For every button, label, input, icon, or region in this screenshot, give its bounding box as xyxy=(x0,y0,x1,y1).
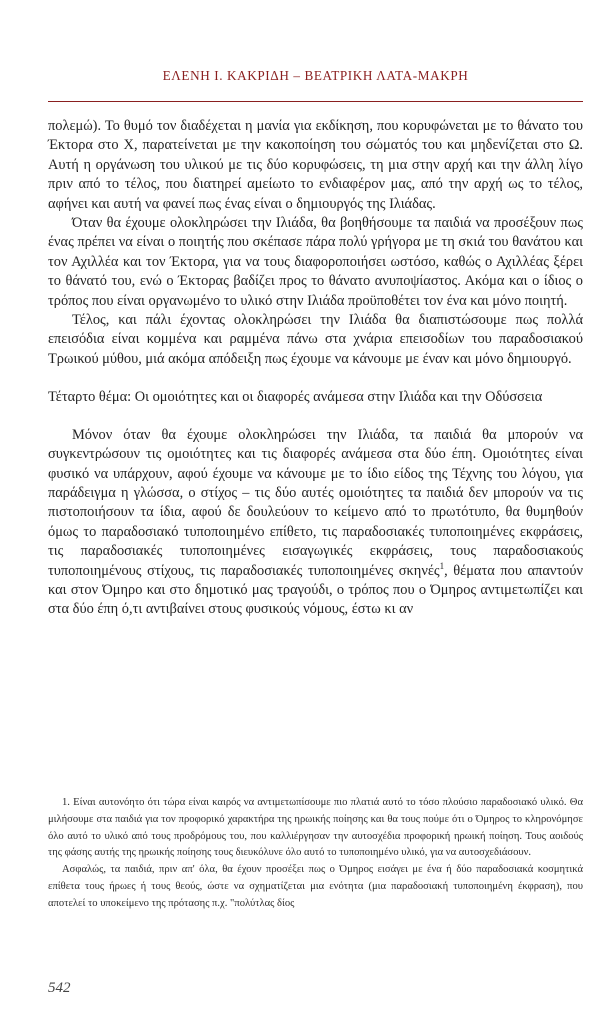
footnote: 1. Είναι αυτονόητο ότι τώρα είναι καιρός να αντιμετωπίσουμε πιο πλατιά αυτό το τόσο πλούσιο παραδοσιακό υλικό. Θα μιλήσουμε στα παιδιά για τον προφορικό χαρακτήρα της ηρωικής ποίησης και θα τους πούμε ότι ο Όμηρος το κληρονόμησε όλο αυτό το υλικό από τους προδρόμους του, που καλλιέργησαν την αυτοσχέδια προφορική ηρωική ποίηση. Τους αοιδούς της φάσης αυτής της ηρωικής ποίησης τους διευκόλυνε όλο αυτό το τυποποιημένο υλικό, για να αυτοσχεδιάσουν. xyxy=(48,797,583,859)
page-number: 542 xyxy=(48,980,71,996)
footnotes xyxy=(48,795,583,913)
paragraph: Όταν θα έχουμε ολοκληρώσει την Ιλιάδα, θα βοηθήσουμε τα παιδιά να προσέξουν πως ένας πρέπει να είναι ο ποιητής που σκέπασε πάρα πολύ γρήγορα με τη σκιά του θανάτου και τον Αχιλλέα και τον Έκτορα, για να τους διαφοροποιήσει ωστόσο, καθώς ο Αχιλλέας ξέρει το θάνατό του, ενώ ο Έκτορας βαδίζει προς το θάνατο ανυποψίαστος. Ακόμα και ο ίδιος ο τρόπος που είναι οργανωμένο το υλικό στην Ιλιάδα προϋποθέτει τον ένα και μόνο ποιητή. xyxy=(48,215,583,309)
section-heading: Τέταρτο θέμα: Οι ομοιότητες και οι διαφορές ανάμεσα στην Ιλιάδα και την Οδύσσεια xyxy=(48,389,543,406)
paragraph-text: Μόνον όταν θα έχουμε ολοκληρώσει την Ιλιάδα, τα παιδιά θα μπορούν να συγκεντρώσουν τις ομοιότητες και τις διαφορές ανάμεσα στα δύο έπη. Ομοιότητες είναι φυσικό να υπάρχουν, αφού έχουμε να κάνουμε με το ίδιο είδος της Τέχνης του λόγου, για παράδειγμα η γλώσσα, ο στίχος – τις δύο αυτές ομοιότητες τα παιδιά δεν μπορούν να τις πιστοποιήσουν τα ίδια, αφού δε δουλεύουν το κείμενο από το πρωτότυπο, θα θυμηθούν όμως το παραδοσιακό τυποποιημένο επίθετο, τις παραδοσιακές τυποποιημένες εκφράσεις, τις παραδοσιακές τυποποιημένες εισαγωγικές εκφράσεις, τους παραδοσιακούς τυποποιημένους στίχους, τις παραδοσιακές τυποποιημένες σκηνές xyxy=(48,426,583,579)
paragraph: Τέλος, και πάλι έχοντας ολοκληρώσει την Ιλιάδα θα διαπιστώσουμε πως πολλά επεισόδια είναι κομμένα και ραμμένα πάνω στα χνάρια επεισοδίων του παραδοσιακού Τρωικού μύθου, μιά ακόμα απόδειξη πως έχουμε να κάνουμε με έναν και μόνο δημιουργό. xyxy=(48,312,583,367)
paragraph: πολεμώ). Το θυμό τον διαδέχεται η μανία για εκδίκηση, που κορυφώνεται με το θάνατο του Έκτορα στο Χ, παρατείνεται με την κακοποίηση του σώματός του και μηδενίζεται στο Ω. Αυτή η οργάνωση του υλικού με τις δύο κορυφώσεις, τη μια στην αρχή και την άλλη λίγο πριν από το τέλος, που διατηρεί αμείωτο το ενδιαφέρον μας, από την αρχή ως το τέλος, αφήνει και αυτή να φανεί πως ένας είναι ο δημιουργός της Ιλιάδας. xyxy=(48,118,583,212)
paragraph xyxy=(48,426,583,620)
footnote: Ασφαλώς, τα παιδιά, πριν απ' όλα, θα έχουν προσέξει πως ο Όμηρος εισάγει με ένα ή δύο παραδοσιακά κοσμητικά επίθετα τους ήρωες ή τους θεούς, ώστε να σχηματίζεται μια ενότητα (μια παραδοσιακή τυποποιημένη έκφραση), που αποτελεί το υποκείμενο της πρότασης π.χ. "πολύτλας δίος xyxy=(48,864,583,909)
footnote-reference: 1 xyxy=(439,560,445,571)
paragraph-text: , θέματα που απαντούν και στον Όμηρο και στο δημοτικό μας τραγούδι, ο τρόπος που ο Όμηρος αντιμετωπίζει και στα δύο έπη ό,τι αντιβαίνει στους φυσικούς νόμους, έστω κι αν xyxy=(48,562,583,618)
header-rule xyxy=(48,101,583,102)
running-head: ΕΛΕΝΗ Ι. ΚΑΚΡΙΔΗ – ΒΕΑΤΡΙΚΗ ΛΑΤΑ-ΜΑΚΡΗ xyxy=(162,68,469,83)
main-text xyxy=(48,117,583,620)
